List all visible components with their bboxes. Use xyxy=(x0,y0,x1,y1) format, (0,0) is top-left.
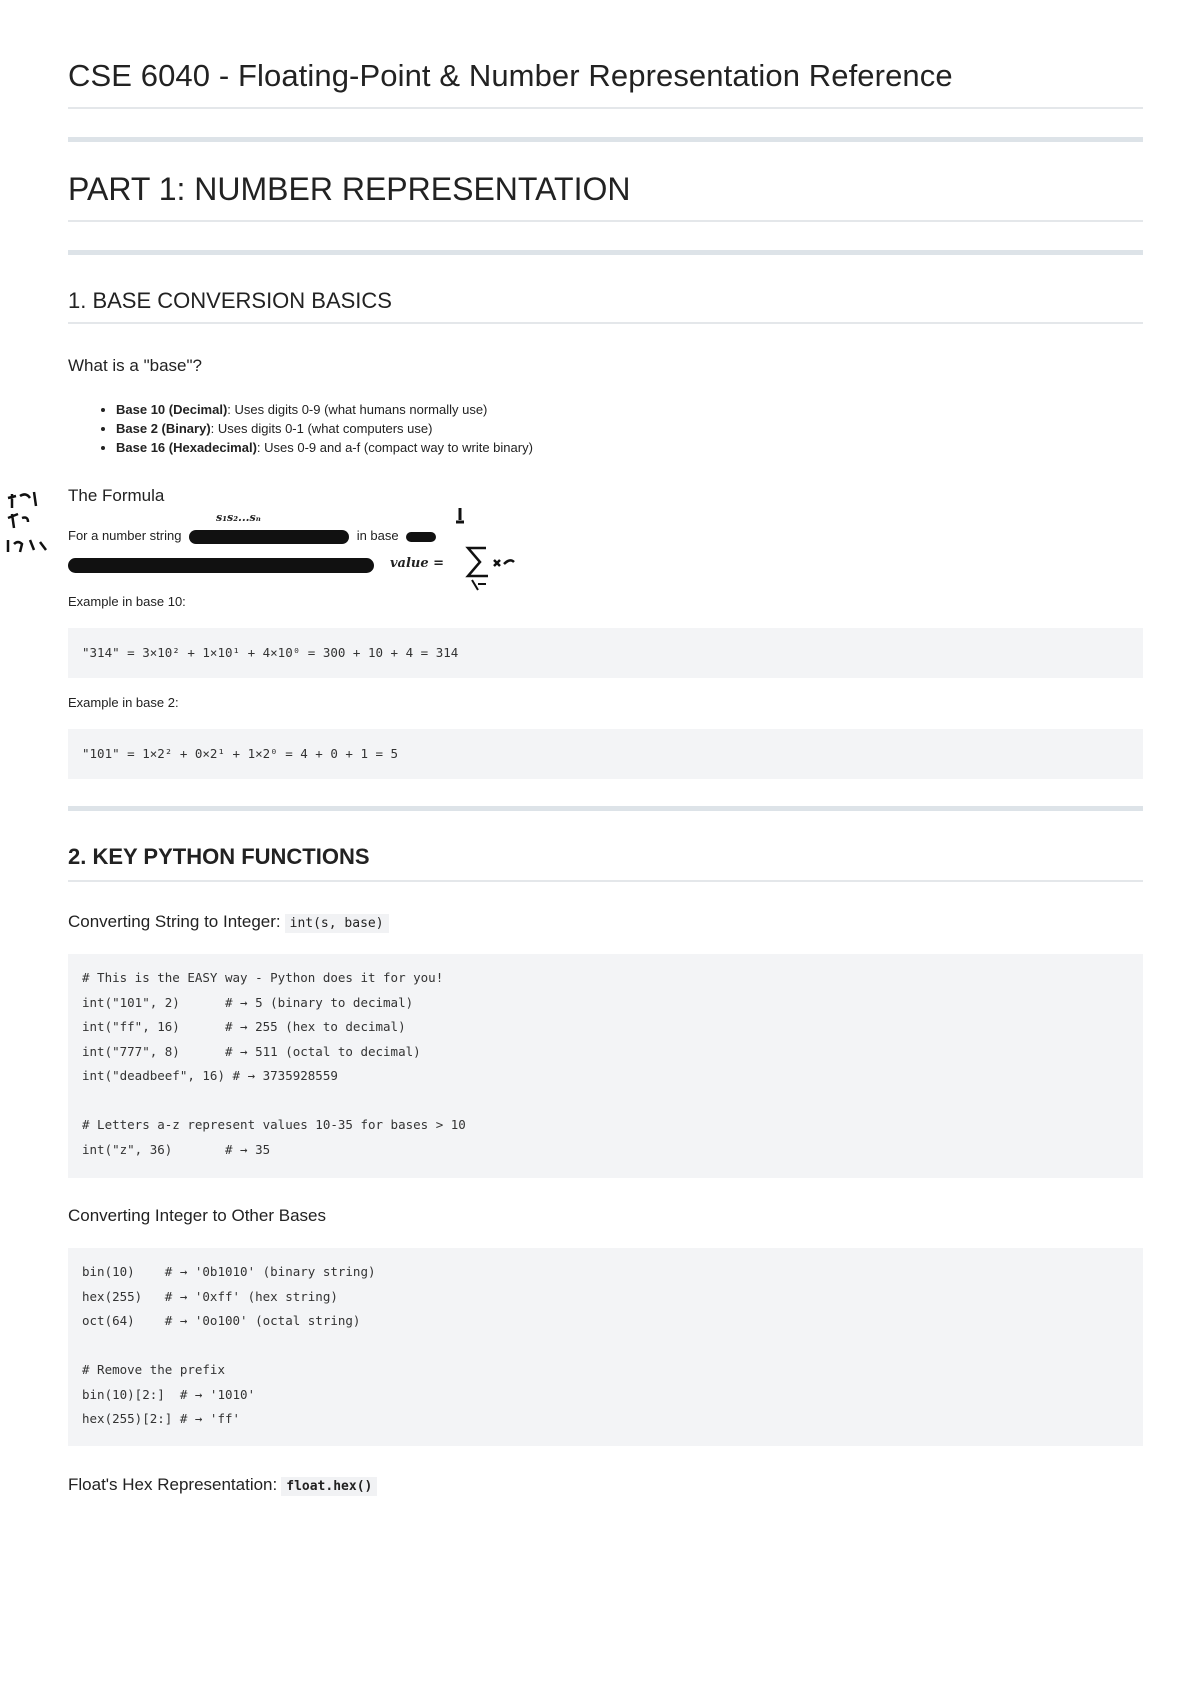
inline-code: float.hex() xyxy=(281,1477,377,1496)
divider xyxy=(68,137,1143,142)
section2-heading: 2. KEY PYTHON FUNCTIONS xyxy=(68,844,370,869)
redaction-scribble xyxy=(406,532,436,542)
example10-code-block xyxy=(68,628,1143,678)
example10-code: "314" = 3×10² + 1×10¹ + 4×10⁰ = 300 + 10 + 4 = 314 xyxy=(82,645,459,660)
example2-label: Example in base 2: xyxy=(68,695,179,710)
list-item: • Base 10 (Decimal): Uses digits 0-9 (what humans normally use) xyxy=(116,400,533,419)
part1-heading: PART 1: NUMBER REPRESENTATION xyxy=(68,171,631,207)
what-is-base-heading: What is a "base"? xyxy=(68,356,202,375)
document-title: CSE 6040 - Floating-Point & Number Representation Reference xyxy=(68,58,953,93)
section2-underline xyxy=(68,880,1143,882)
code-int: # This is the EASY way - Python does it for you! int("101", 2) # → 5 (binary to decimal) int("ff", 16) # → 255 (hex to decimal) int("777", 8) # → 511 (octal to decimal) int("deadbeef", 16) # → 3735928559 # Letters a-z represent values 10-35 for bases > 10 int("z", 36) # → 35 xyxy=(82,970,466,1157)
part1-underline xyxy=(68,220,1143,222)
handwritten-sum-icon xyxy=(438,500,578,600)
code-block-bases xyxy=(68,1248,1143,1446)
redaction-scribble xyxy=(68,558,374,573)
section1-underline xyxy=(68,322,1143,324)
example2-code-block xyxy=(68,729,1143,779)
base-list xyxy=(98,400,533,457)
sub1-heading: Converting String to Integer: int(s, base) xyxy=(68,912,389,932)
redaction-scribble xyxy=(189,530,349,544)
handwritten-margin-note xyxy=(0,488,66,558)
example10-label: Example in base 10: xyxy=(68,594,186,609)
section1-heading: 1. BASE CONVERSION BASICS xyxy=(68,288,392,313)
divider xyxy=(68,250,1143,255)
sub2-heading: Converting Integer to Other Bases xyxy=(68,1206,326,1225)
divider xyxy=(68,806,1143,811)
inline-code: int(s, base) xyxy=(285,914,389,933)
formula-heading: The Formula xyxy=(68,486,165,505)
title-underline xyxy=(68,107,1143,109)
list-item: • Base 2 (Binary): Uses digits 0-1 (what computers use) xyxy=(116,419,533,438)
formula-line: For a number string in base xyxy=(68,528,436,544)
sub3-heading: Float's Hex Representation: float.hex() xyxy=(68,1475,377,1495)
code-block-int xyxy=(68,954,1143,1178)
list-item: • Base 16 (Hexadecimal): Uses 0-9 and a-f (compact way to write binary) xyxy=(116,438,533,457)
handwritten-value: value = xyxy=(390,556,445,571)
handwritten-note: s₁s₂...sₙ xyxy=(216,511,261,524)
code-bases: bin(10) # → '0b1010' (binary string) hex(255) # → '0xff' (hex string) oct(64) # → '0o100' (octal string) # Remove the prefix bin(10)[2:] # → '1010' hex(255)[2:] # → 'ff' xyxy=(82,1264,376,1426)
example2-code: "101" = 1×2² + 0×2¹ + 1×2⁰ = 4 + 0 + 1 = 5 xyxy=(82,746,399,761)
